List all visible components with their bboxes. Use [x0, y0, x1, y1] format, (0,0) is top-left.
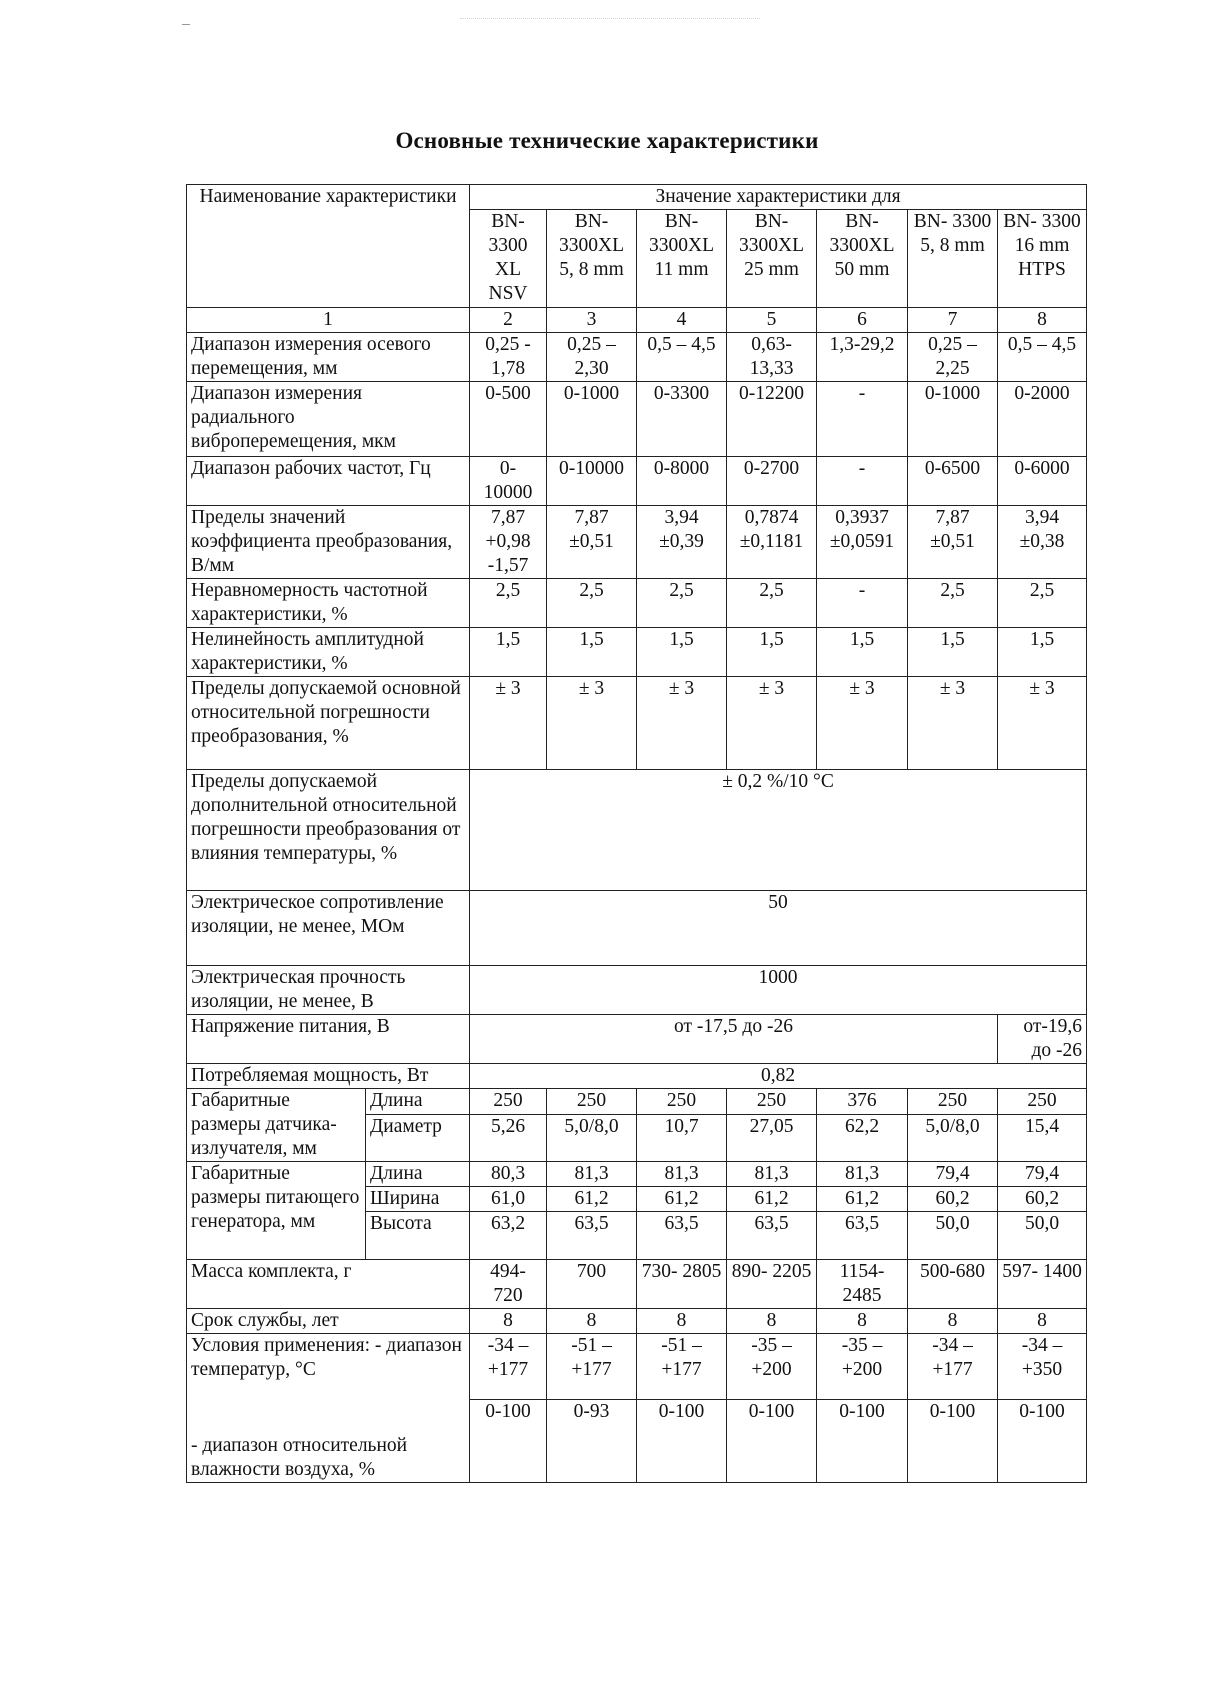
row-label: Неравномерность частотной характеристики, % — [187, 579, 470, 628]
sub-label: Высота — [366, 1212, 470, 1260]
row-label: Диапазон измерения осевого перемещения, мм — [187, 333, 470, 382]
cell: ± 3 — [727, 677, 817, 770]
cell: 2,5 — [637, 579, 727, 628]
cell: 0-1000 — [908, 382, 998, 457]
cell: 2,5 — [998, 579, 1087, 628]
cell: 63,5 — [637, 1212, 727, 1260]
row-label: Электрическая прочность изоляции, не менее, В — [187, 966, 470, 1015]
cell: ± 3 — [817, 677, 908, 770]
cell: 15,4 — [998, 1115, 1087, 1162]
table-row-service-life — [187, 1309, 1087, 1334]
cell: 2,5 — [727, 579, 817, 628]
merged-cell: 50 — [470, 891, 1087, 966]
row-label: Условия применения: - диапазон температур, °С — [187, 1334, 470, 1400]
row-label: Нелинейность амплитудной характеристики, % — [187, 628, 470, 677]
cell: 61,2 — [727, 1187, 817, 1212]
cell: 79,4 — [908, 1162, 998, 1187]
cell: 0-100 — [908, 1400, 998, 1483]
cell: -34 – +177 — [470, 1334, 547, 1400]
cell: 250 — [547, 1089, 637, 1115]
cell: 250 — [637, 1089, 727, 1115]
cell: 0-2000 — [998, 382, 1087, 457]
cell: -35 – +200 — [817, 1334, 908, 1400]
cell: 730- 2805 — [637, 1260, 727, 1309]
cell: 5,0/8,0 — [547, 1115, 637, 1162]
model-header: BN- 3300XL 5, 8 mm — [547, 210, 637, 308]
cell: 0,25 - 1,78 — [470, 333, 547, 382]
cell: 0,25 – 2,30 — [547, 333, 637, 382]
cell: 1,5 — [998, 628, 1087, 677]
table-row-humidity — [187, 1400, 1087, 1483]
cell: 8 — [470, 1309, 547, 1334]
row-label: Диапазон рабочих частот, Гц — [187, 457, 470, 506]
table-row-freq — [187, 457, 1087, 506]
merged-cell: от -17,5 до -26 — [470, 1015, 998, 1064]
row-label: Срок службы, лет — [187, 1309, 470, 1334]
cell: 2,5 — [547, 579, 637, 628]
table-row-axial — [187, 333, 1087, 382]
table-row-radial — [187, 382, 1087, 457]
cell: 0-500 — [470, 382, 547, 457]
cell: 0-12200 — [727, 382, 817, 457]
row-label: Пределы значений коэффициента преобразования, В/мм — [187, 506, 470, 579]
col-number: 7 — [908, 308, 998, 333]
cell: -51 – +177 — [637, 1334, 727, 1400]
cell: 50,0 — [998, 1212, 1087, 1260]
cell: - — [817, 579, 908, 628]
cell: ± 3 — [908, 677, 998, 770]
cell: 250 — [727, 1089, 817, 1115]
cell: 61,2 — [637, 1187, 727, 1212]
sub-label: Длина — [366, 1089, 470, 1115]
cell: 2,5 — [908, 579, 998, 628]
cell: -35 – +200 — [727, 1334, 817, 1400]
model-header: BN- 3300 16 mm HTPS — [998, 210, 1087, 308]
cell: 7,87 +0,98 -1,57 — [470, 506, 547, 579]
cell: 0-1000 — [547, 382, 637, 457]
cell: 1,5 — [547, 628, 637, 677]
cell: 63,5 — [547, 1212, 637, 1260]
row-label: Пределы допускаемой дополнительной относительной погрешности преобразования от влияния температуры, % — [187, 770, 470, 891]
cell: 8 — [547, 1309, 637, 1334]
cell: 0-6000 — [998, 457, 1087, 506]
table-row-power — [187, 1064, 1087, 1089]
sub-label: Диаметр — [366, 1115, 470, 1162]
page-title: Основные технические характеристики — [395, 128, 819, 153]
table-row-supply — [187, 1015, 1087, 1064]
cell: 3,94 ±0,39 — [637, 506, 727, 579]
table-row-insulation-strength — [187, 966, 1087, 1015]
model-header: BN- 3300 5, 8 mm — [908, 210, 998, 308]
cell: 0-2700 — [727, 457, 817, 506]
cell: 8 — [727, 1309, 817, 1334]
row-label: - диапазон относительной влажности воздуха, % — [187, 1400, 470, 1483]
cell: 250 — [908, 1089, 998, 1115]
cell: 1154- 2485 — [817, 1260, 908, 1309]
col-number: 6 — [817, 308, 908, 333]
row-label: Пределы допускаемой основной относительной погрешности преобразования, % — [187, 677, 470, 770]
cell: 494- 720 — [470, 1260, 547, 1309]
cell: 2,5 — [470, 579, 547, 628]
cell: 0- 10000 — [470, 457, 547, 506]
cell: 63,2 — [470, 1212, 547, 1260]
cell: ± 3 — [998, 677, 1087, 770]
row-label: Потребляемая мощность, Вт — [187, 1064, 470, 1089]
col-number: 8 — [998, 308, 1087, 333]
row-label: Электрическое сопротивление изоляции, не менее, МОм — [187, 891, 470, 966]
cell: 81,3 — [727, 1162, 817, 1187]
row-label: Габаритные размеры датчика-излучателя, мм — [187, 1089, 366, 1162]
merged-cell: 1000 — [470, 966, 1087, 1015]
cell: 1,5 — [727, 628, 817, 677]
scan-noise — [460, 18, 760, 23]
cell: - — [817, 382, 908, 457]
cell: 0-100 — [998, 1400, 1087, 1483]
model-header: BN- 3300 XL NSV — [470, 210, 547, 308]
cell: 63,5 — [817, 1212, 908, 1260]
cell: 1,3-29,2 — [817, 333, 908, 382]
cell: 61,2 — [817, 1187, 908, 1212]
table-row-gen-length — [187, 1162, 1087, 1187]
sub-label: Длина — [366, 1162, 470, 1187]
cell: 0-6500 — [908, 457, 998, 506]
cell: 8 — [998, 1309, 1087, 1334]
cell: 0,63- 13,33 — [727, 333, 817, 382]
cell: 700 — [547, 1260, 637, 1309]
cell: 8 — [817, 1309, 908, 1334]
cell: 8 — [908, 1309, 998, 1334]
cell: ± 3 — [547, 677, 637, 770]
table-row-additional-error — [187, 770, 1087, 891]
header-group: Значение характеристики для — [470, 185, 1087, 210]
cell: 1,5 — [470, 628, 547, 677]
model-header: BN- 3300XL 25 mm — [727, 210, 817, 308]
table-row-sensor-length — [187, 1089, 1087, 1115]
cell: 50,0 — [908, 1212, 998, 1260]
cell: 0,5 – 4,5 — [637, 333, 727, 382]
col-number: 4 — [637, 308, 727, 333]
merged-cell: ± 0,2 %/10 °C — [470, 770, 1087, 891]
col-number: 1 — [187, 308, 470, 333]
cell: 890- 2205 — [727, 1260, 817, 1309]
cell: -51 – +177 — [547, 1334, 637, 1400]
table-row-mass — [187, 1260, 1087, 1309]
model-header: BN- 3300XL 50 mm — [817, 210, 908, 308]
cell: 10,7 — [637, 1115, 727, 1162]
cell: 1,5 — [908, 628, 998, 677]
col-number: 2 — [470, 308, 547, 333]
cell: 0-8000 — [637, 457, 727, 506]
cell: 0-100 — [470, 1400, 547, 1483]
cell: 0,25 – 2,25 — [908, 333, 998, 382]
cell: 500-680 — [908, 1260, 998, 1309]
spec-table — [186, 184, 1087, 1483]
table-row-base-error — [187, 677, 1087, 770]
cell: 7,87 ±0,51 — [547, 506, 637, 579]
row-label: Масса комплекта, г — [187, 1260, 470, 1309]
table-row-nonlinearity — [187, 628, 1087, 677]
row-label: Диапазон измерения радиального виброперемещения, мкм — [187, 382, 470, 457]
row-label: Напряжение питания, В — [187, 1015, 470, 1064]
col-number: 5 — [727, 308, 817, 333]
cell: 5,0/8,0 — [908, 1115, 998, 1162]
cell: ± 3 — [637, 677, 727, 770]
cell: 81,3 — [817, 1162, 908, 1187]
cell: 1,5 — [637, 628, 727, 677]
cell: 5,26 — [470, 1115, 547, 1162]
cell: 0-93 — [547, 1400, 637, 1483]
cell: 376 — [817, 1089, 908, 1115]
merged-cell: 0,82 — [470, 1064, 1087, 1089]
cell: от-19,6 до -26 — [998, 1015, 1087, 1064]
table-row-insulation-resistance — [187, 891, 1087, 966]
col-number: 3 — [547, 308, 637, 333]
cell: 79,4 — [998, 1162, 1087, 1187]
cell: 1,5 — [817, 628, 908, 677]
cell: 0-100 — [727, 1400, 817, 1483]
cell: 80,3 — [470, 1162, 547, 1187]
row-label: Габаритные размеры питающего генератора, мм — [187, 1162, 366, 1260]
table-row-nonuniformity — [187, 579, 1087, 628]
cell: 0,5 – 4,5 — [998, 333, 1087, 382]
cell: -34 – +350 — [998, 1334, 1087, 1400]
cell: 3,94 ±0,38 — [998, 506, 1087, 579]
cell: 60,2 — [908, 1187, 998, 1212]
cell: 8 — [637, 1309, 727, 1334]
cell: 60,2 — [998, 1187, 1087, 1212]
cell: 0-100 — [817, 1400, 908, 1483]
cell: 62,2 — [817, 1115, 908, 1162]
header-name-col: Наименование характеристики — [187, 185, 470, 308]
table-row-coef — [187, 506, 1087, 579]
column-numbers-row — [187, 308, 1087, 333]
scan-mark — [182, 24, 190, 25]
sub-label: Ширина — [366, 1187, 470, 1212]
cell: 0,3937 ±0,0591 — [817, 506, 908, 579]
cell: 61,0 — [470, 1187, 547, 1212]
cell: 0,7874 ±0,1181 — [727, 506, 817, 579]
cell: 81,3 — [637, 1162, 727, 1187]
cell: ± 3 — [470, 677, 547, 770]
cell: 7,87 ±0,51 — [908, 506, 998, 579]
table-row-temperature — [187, 1334, 1087, 1400]
model-header: BN- 3300XL 11 mm — [637, 210, 727, 308]
cell: - — [817, 457, 908, 506]
cell: 61,2 — [547, 1187, 637, 1212]
cell: 0-3300 — [637, 382, 727, 457]
cell: 250 — [998, 1089, 1087, 1115]
cell: 63,5 — [727, 1212, 817, 1260]
cell: 250 — [470, 1089, 547, 1115]
header-row-1 — [187, 185, 1087, 210]
cell: 0-100 — [637, 1400, 727, 1483]
cell: 81,3 — [547, 1162, 637, 1187]
cell: 27,05 — [727, 1115, 817, 1162]
cell: 0-10000 — [547, 457, 637, 506]
cell: -34 – +177 — [908, 1334, 998, 1400]
cell: 597- 1400 — [998, 1260, 1087, 1309]
